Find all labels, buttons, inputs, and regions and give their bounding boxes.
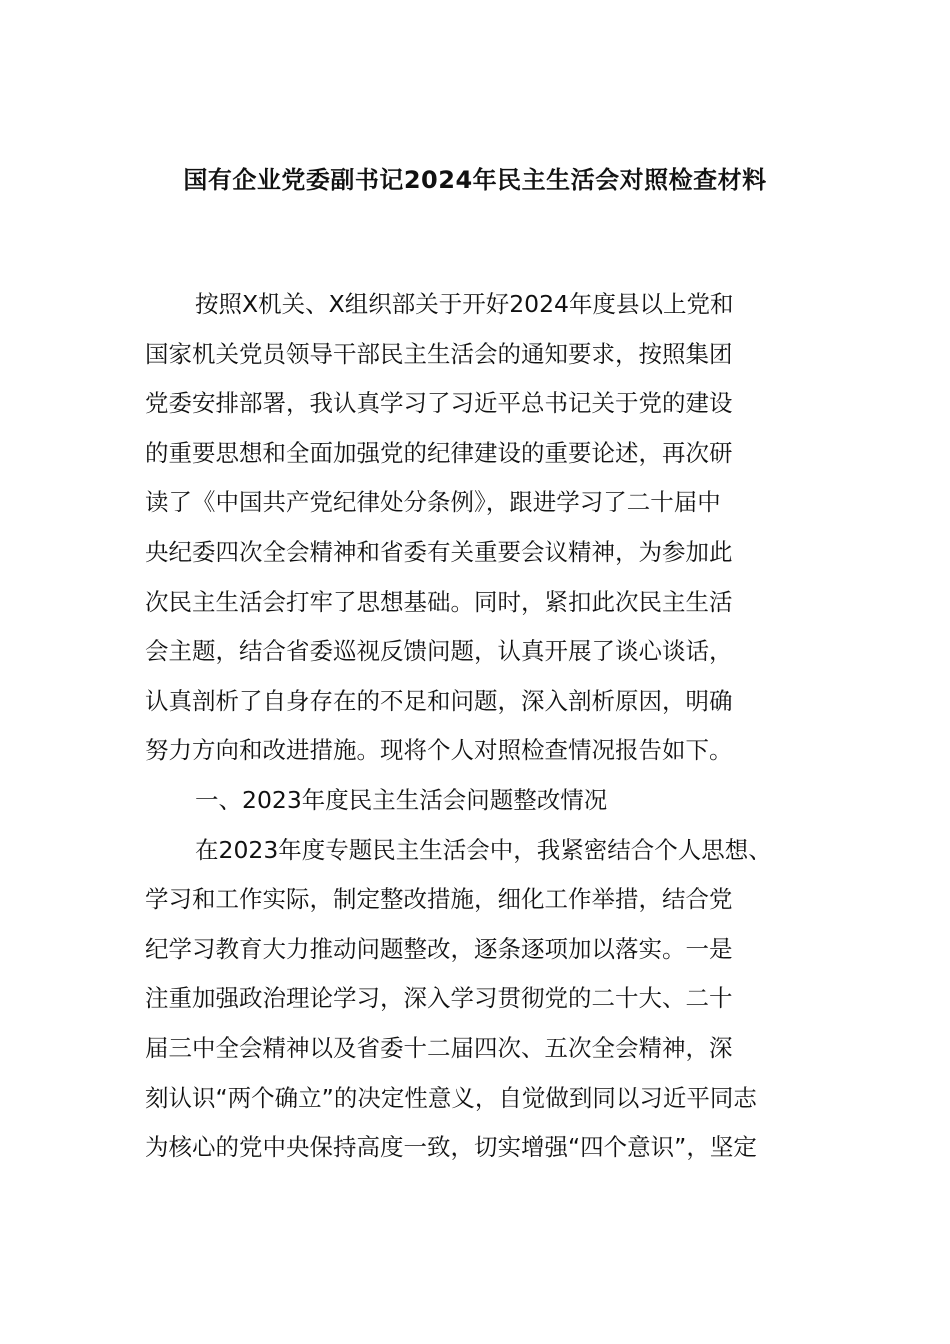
- section-heading: 一、2023年度民主生活会问题整改情况: [195, 785, 608, 814]
- document-title: 国有企业党委副书记2024年民主生活会对照检查材料: [183, 166, 767, 194]
- body-line: 认真剖析了自身存在的不足和问题，深入剖析原因，明确: [145, 686, 733, 715]
- body-line: 国家机关党员领导干部民主生活会的通知要求，按照集团: [145, 339, 733, 368]
- body-line: 会主题，结合省委巡视反馈问题，认真开展了谈心谈话，: [145, 637, 733, 666]
- body-line: 为核心的党中央保持高度一致，切实增强“四个意识”，坚定: [145, 1133, 757, 1162]
- body-line: 党委安排部署，我认真学习了习近平总书记关于党的建设: [145, 389, 733, 418]
- document-body: [145, 280, 810, 1173]
- body-line: 刻认识“两个确立”的决定性意义，自觉做到同以习近平同志: [145, 1083, 757, 1112]
- body-line: 注重加强政治理论学习，深入学习贯彻党的二十大、二十: [145, 984, 733, 1013]
- body-line: 届三中全会精神以及省委十二届四次、五次全会精神，深: [145, 1033, 733, 1062]
- body-line: 的重要思想和全面加强党的纪律建设的重要论述，再次研: [145, 438, 733, 467]
- body-line: 次民主生活会打牢了思想基础。同时，紧扣此次民主生活: [145, 587, 733, 616]
- body-line: 努力方向和改进措施。现将个人对照检查情况报告如下。: [145, 736, 733, 765]
- body-line: 在2023年度专题民主生活会中，我紧密结合个人思想、: [195, 835, 772, 864]
- body-line: 按照X机关、X组织部关于开好2024年度县以上党和: [195, 290, 734, 318]
- body-line: 央纪委四次全会精神和省委有关重要会议精神，为参加此: [145, 537, 733, 566]
- body-line: 读了《中国共产党纪律处分条例》，跟进学习了二十届中: [145, 488, 721, 517]
- body-line: 纪学习教育大力推动问题整改，逐条逐项加以落实。一是: [145, 934, 733, 963]
- body-line: 学习和工作实际，制定整改措施，细化工作举措，结合党: [145, 885, 733, 914]
